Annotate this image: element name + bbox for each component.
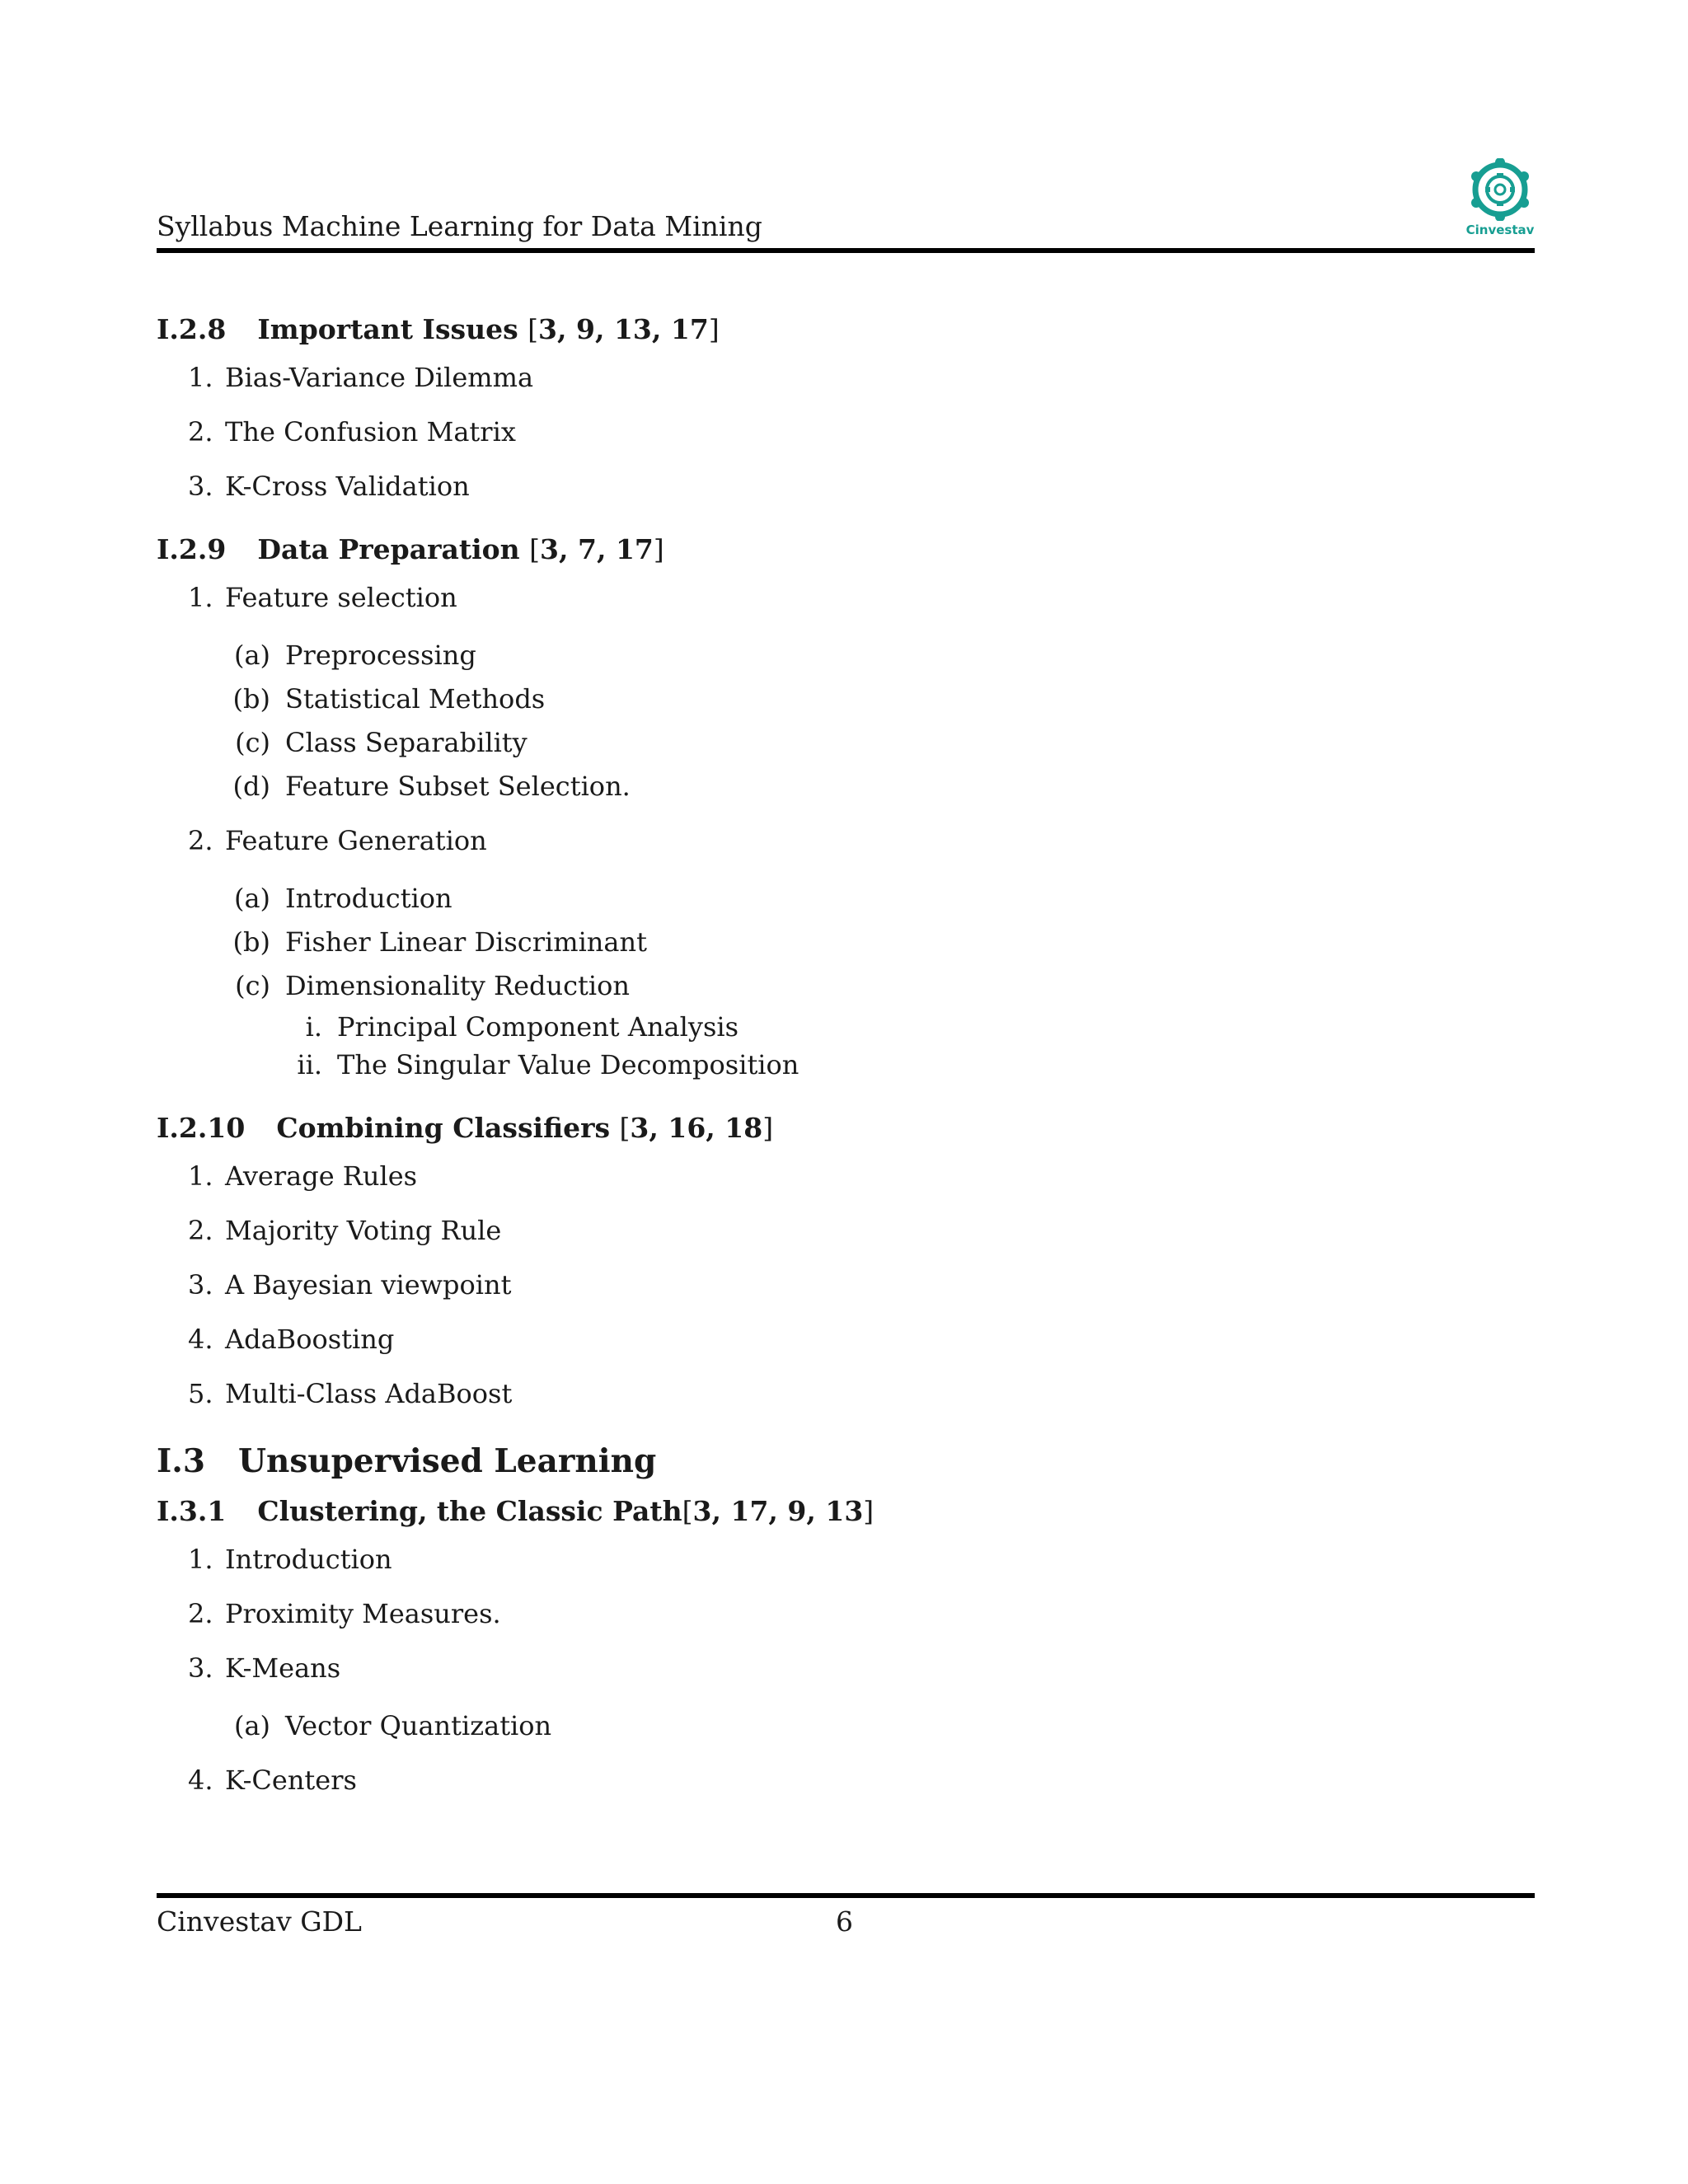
subsection-number: I.2.8 [157,313,227,345]
list-item [225,970,1535,1080]
citation-ref: 13 [613,313,652,345]
subsection-heading [157,313,1535,345]
list-item-text: Introduction [225,1544,392,1575]
list-item-text: Bias-Variance Dilemma [225,362,534,393]
list-item [225,926,1535,958]
subsection-heading [157,1112,1535,1144]
list-level-1 [157,1544,1535,1796]
citation-ref: 17 [670,313,709,345]
list-item [157,1324,1535,1355]
list-level-2 [225,883,1535,1080]
citation-ref: 3 [630,1112,649,1144]
subsection-heading [157,1495,1535,1527]
citation-ref: 13 [825,1495,864,1527]
list-item [157,1765,1535,1796]
citation: [3, 9, 13, 17] [528,313,720,345]
list-item [157,1378,1535,1409]
list-marker: 4. [188,1765,213,1796]
citation-ref: 9 [576,313,595,345]
header-rule [157,248,1535,253]
citation: [3, 17, 9, 13] [682,1495,874,1527]
list-level-1 [157,1160,1535,1409]
list-item-text: The Singular Value Decomposition [337,1049,799,1080]
list-marker: 1. [188,1544,213,1575]
list-item-text: Statistical Methods [285,683,546,715]
list-level-1 [157,362,1535,502]
list-marker: (b) [232,683,270,715]
subsection-title: Important Issues [257,313,528,345]
subsection-title: Clustering, the Classic Path [257,1495,682,1527]
list-item [225,883,1535,914]
subsection-number: I.2.9 [157,533,227,565]
list-marker: 3. [188,1269,213,1301]
subsection-title: Data Preparation [257,533,530,565]
citation-sep: , [768,1495,788,1527]
list-item [157,362,1535,393]
list-item [225,727,1535,758]
list-item-text: Introduction [285,883,452,914]
list-marker: (a) [233,640,270,671]
list-item [157,416,1535,448]
list-marker: 2. [188,1215,213,1246]
citation: [3, 7, 17] [529,533,664,565]
list-item [225,640,1535,671]
citation-ref: 3 [540,533,559,565]
subsection-heading [157,533,1535,565]
list-marker: 5. [188,1378,213,1409]
list-marker: i. [305,1011,322,1043]
list-item [157,1269,1535,1301]
list-marker: 1. [188,582,213,613]
list-item-text: K-Cross Validation [225,471,470,502]
list-marker: 1. [188,1160,213,1192]
list-item [225,683,1535,715]
citation-sep: , [649,1112,668,1144]
list-item-text: K-Centers [225,1765,357,1796]
citation-sep: , [806,1495,826,1527]
list-marker: 1. [188,362,213,393]
list-item [157,1160,1535,1192]
list-marker: (d) [232,771,270,802]
list-item-text: Preprocessing [285,640,476,671]
section-heading [157,1442,1535,1480]
list-item-text: Class Separability [285,727,528,758]
citation-sep: , [557,313,576,345]
cinvestav-emblem-icon [1465,158,1535,221]
subsection-title: Combining Classifiers [276,1112,620,1144]
citation-sep: , [596,533,616,565]
footer-institution: Cinvestav GDL [157,1905,362,1938]
list-item [157,1598,1535,1629]
page-number: 6 [836,1905,853,1938]
list-marker: (c) [235,970,270,1001]
citation-ref: 18 [724,1112,763,1144]
list-marker: 2. [188,1598,213,1629]
citation-sep: , [651,313,671,345]
list-item-text: Feature Generation [225,825,487,856]
list-item [157,1652,1535,1741]
citation: [3, 16, 18] [619,1112,774,1144]
logo-caption: Cinvestav [1465,223,1535,237]
list-item [285,1049,1535,1080]
list-item-text: Principal Component Analysis [337,1011,739,1043]
document-body [157,313,1535,1827]
subsection-number: I.3.1 [157,1495,227,1527]
list-level-1 [157,582,1535,1080]
citation-ref: 3 [692,1495,712,1527]
footer-rule [157,1893,1535,1898]
list-item-text: Multi-Class AdaBoost [225,1378,513,1409]
list-item-text: AdaBoosting [225,1324,395,1355]
list-marker: 2. [188,825,213,856]
citation-sep: , [706,1112,725,1144]
list-item-text: Feature Subset Selection. [285,771,631,802]
page-header [157,158,1535,251]
citation-ref: 7 [577,533,597,565]
list-item-text: Average Rules [225,1160,418,1192]
list-item [157,825,1535,1080]
citation-sep: , [559,533,578,565]
list-item-text: Fisher Linear Discriminant [285,926,647,958]
list-marker: (c) [235,727,270,758]
cinvestav-logo [1465,158,1535,237]
list-item [157,471,1535,502]
citation-ref: 16 [668,1112,706,1144]
list-item-text: The Confusion Matrix [225,416,516,448]
list-item-text: Dimensionality Reduction [285,970,630,1001]
list-marker: 4. [188,1324,213,1355]
list-level-3 [285,1011,1535,1080]
citation-sep: , [711,1495,731,1527]
list-item [225,771,1535,802]
section-number: I.3 [157,1442,205,1480]
list-marker: (a) [233,1710,270,1741]
list-item [157,1215,1535,1246]
citation-ref: 3 [538,313,558,345]
list-item-text: K-Means [225,1652,341,1684]
list-item [157,582,1535,802]
list-level-2 [225,640,1535,802]
header-title: Syllabus Machine Learning for Data Mining [157,210,762,242]
list-item-text: Vector Quantization [285,1710,552,1741]
list-marker: (b) [232,926,270,958]
list-item-text: Majority Voting Rule [225,1215,502,1246]
list-marker: 3. [188,1652,213,1684]
citation-ref: 17 [615,533,654,565]
list-marker: 3. [188,471,213,502]
list-item [285,1011,1535,1043]
citation-sep: , [594,313,614,345]
list-level-2 [225,1710,1535,1741]
list-item-text: Proximity Measures. [225,1598,501,1629]
list-marker: (a) [233,883,270,914]
subsection-number: I.2.10 [157,1112,246,1144]
list-item-text: Feature selection [225,582,457,613]
list-item [225,1710,1535,1741]
section-title: Unsupervised Learning [237,1442,657,1480]
list-item-text: A Bayesian viewpoint [225,1269,512,1301]
list-marker: ii. [297,1049,322,1080]
citation-ref: 9 [787,1495,807,1527]
list-item [157,1544,1535,1575]
citation-ref: 17 [730,1495,769,1527]
list-marker: 2. [188,416,213,448]
